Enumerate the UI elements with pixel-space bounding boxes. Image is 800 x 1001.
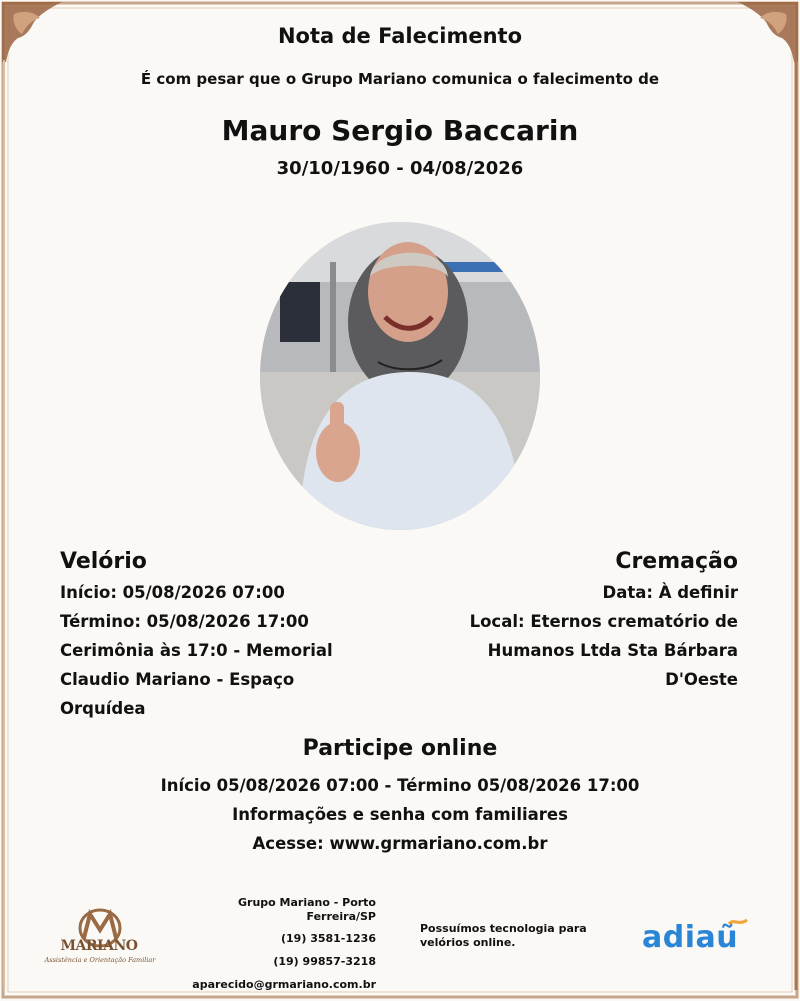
online-times: Início 05/08/2026 07:00 - Término 05/08/2026 17:00	[160, 776, 640, 795]
contact-block	[186, 896, 376, 1001]
velorio-ceremony: Cerimônia às 17:0 - Memorial Claudio Mariano - Espaço Orquídea	[60, 641, 333, 718]
announcement-subtitle: É com pesar que o Grupo Mariano comunica o falecimento de	[140, 70, 660, 88]
contact-email[interactable]: aparecido@grmariano.com.br	[192, 978, 376, 991]
online-tech-note: Possuímos tecnologia para velórios online.	[420, 922, 587, 949]
adiau-logo: adiaũ	[642, 920, 739, 955]
mariano-logo-tagline: Assistência e Orientação Familiar	[44, 956, 156, 964]
phone-landline[interactable]: (19) 3581-1236	[281, 932, 376, 945]
velorio-heading: Velório	[60, 549, 147, 574]
velorio-section	[60, 548, 360, 723]
page-title: Nota de Falecimento	[277, 24, 523, 48]
online-heading: Participe online	[302, 736, 498, 761]
mariano-logo-text: MARIANO	[60, 938, 138, 954]
cremacao-local: Local: Eternos crematório de Humanos Ltda Sta Bárbara D'Oeste	[469, 612, 738, 689]
company-address: Grupo Mariano - Porto Ferreira/SP	[237, 896, 376, 923]
adiau-logo-accent	[727, 918, 749, 926]
deceased-photo	[260, 222, 540, 530]
life-dates: 30/10/1960 - 04/08/2026	[276, 158, 524, 179]
cremacao-section	[428, 548, 738, 694]
phone-mobile[interactable]: (19) 99857-3218	[273, 955, 376, 968]
velorio-end: Término: 05/08/2026 17:00	[60, 612, 309, 631]
online-access-link[interactable]: Acesse: www.grmariano.com.br	[252, 834, 548, 853]
online-info: Informações e senha com familiares	[232, 805, 568, 824]
cremacao-date: Data: À definir	[602, 583, 738, 602]
cremacao-heading: Cremação	[615, 549, 738, 574]
deceased-name: Mauro Sergio Baccarin	[221, 114, 579, 147]
velorio-start: Início: 05/08/2026 07:00	[60, 583, 285, 602]
